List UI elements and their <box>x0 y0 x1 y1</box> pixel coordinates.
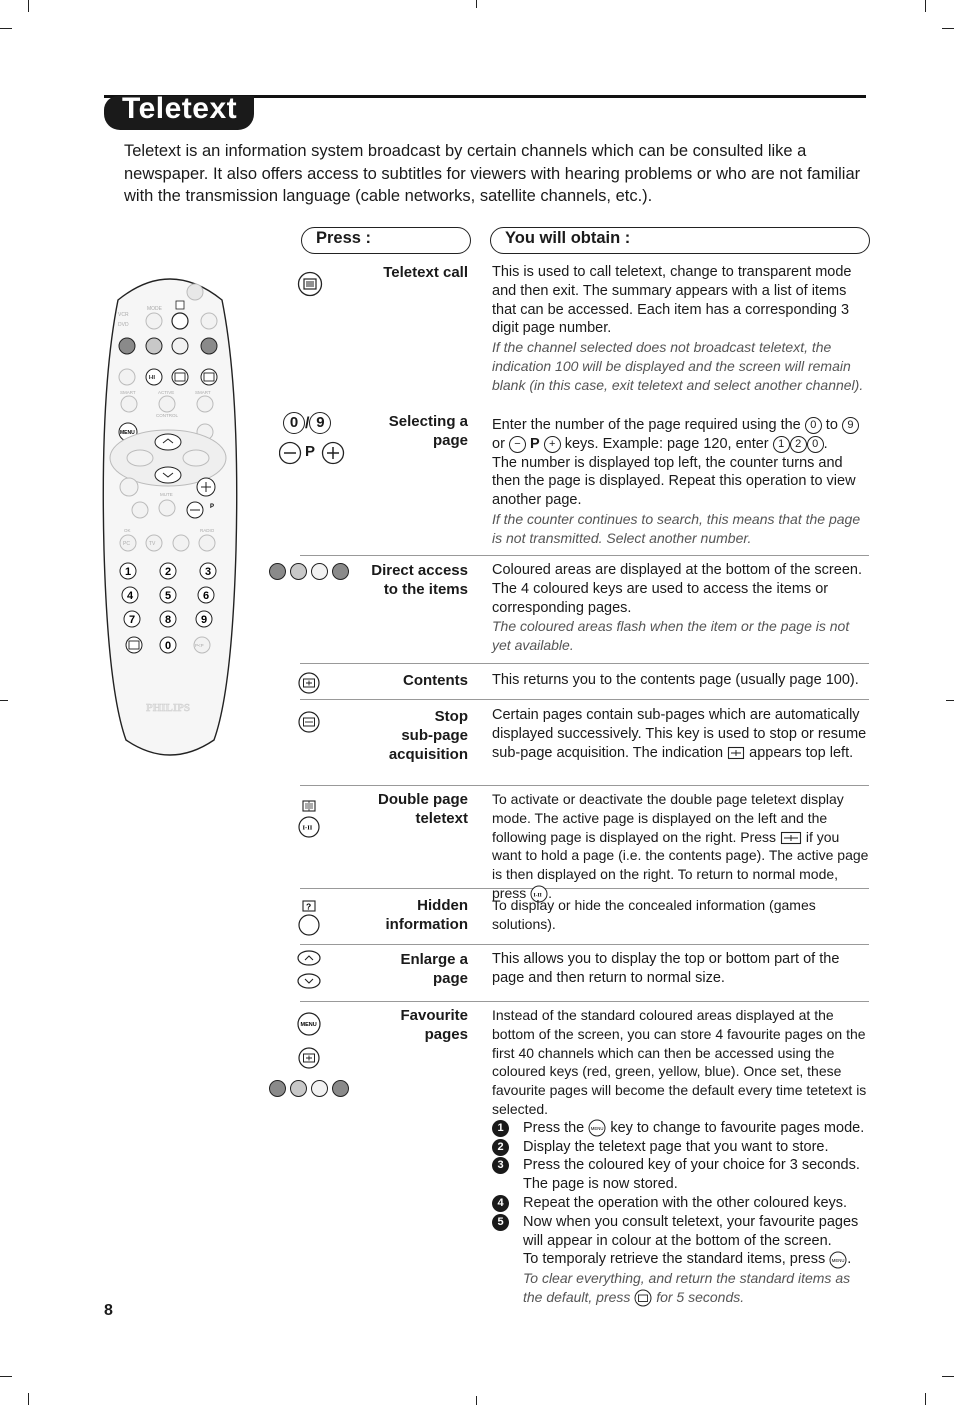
remote-digit-1: 1 <box>124 566 132 578</box>
remote-label-smart1: SMART <box>120 390 136 395</box>
crop-mark <box>0 28 12 29</box>
row-desc-hidden-info: To display or hide the concealed information (games solutions). <box>492 897 816 932</box>
step-1: 1 Press the MENU key to change to favourite pages mode. <box>492 1119 870 1138</box>
chevron-down-icon <box>297 973 321 989</box>
step-2: 2 Display the teletext page that you want to store. <box>492 1138 870 1157</box>
row-label-hidden-info: Hidden information <box>385 897 468 933</box>
remote-label-ttx: I-II <box>149 375 155 381</box>
contents-icon <box>298 672 320 694</box>
remote-digit-6: 6 <box>202 590 210 602</box>
remote-digit-9: 9 <box>200 614 208 626</box>
svg-text:MENU: MENU <box>300 1022 317 1028</box>
row-desc-double-page: To activate or deactivate the double page teletext display mode. The active page is displayed on the left and the following page is displayed on the right. Press if you want to hold a page (i.e. the contents page). The active page is then displayed on the right. To return to normal mode, press I-II . <box>492 790 870 903</box>
step-5: 5 Now when you consult teletext, your favourite pages will appear in colour at the bottom of the screen. To temporaly retrieve the standard items, press MENU . To clear everything, and return the standard items as the default, press for 5 seconds. <box>492 1213 870 1307</box>
intro-paragraph: Teletext is an information system broadcast by certain channels which can be consulted like a newspaper. It also offers access to subtitles for viewers with hearing problems or who are not familiar with the transmission language (cable networks, satellite channels, etc.). <box>124 142 861 205</box>
row-divider <box>300 944 869 945</box>
row-desc-direct-access: Coloured areas are displayed at the bottom of the screen. The 4 coloured keys are used to access the items or corresponding pages. The coloured areas flash when the item or the page is not yet available. <box>492 562 862 654</box>
row-desc-stop-subpage: Certain pages contain sub-pages which are automatically displayed successively. This key is used to stop or resume sub-page acquisition. The indication appears top left. <box>492 707 867 761</box>
remote-digit-7: 7 <box>128 614 136 626</box>
step-3: 3 Press the coloured key of your choice for 3 seconds. The page is now stored. <box>492 1156 870 1194</box>
stop-subpage-icon <box>298 711 320 733</box>
remote-label-dvd: DVD <box>118 322 129 328</box>
remote-brand: PHILIPS <box>146 702 191 714</box>
minus-key-icon: − <box>509 436 526 453</box>
remote-control-illustration <box>98 270 242 770</box>
row-divider <box>300 663 869 664</box>
row-desc-favourite: Instead of the standard coloured areas displayed at the bottom of the screen, you can store 4 favourite pages on the first 40 channels which can then be accessed using the coloured keys (red, green, yellow, blue). Once set, these favourite pages will become the default every time tetetext is selected. 1 Press the MENU key to change to favourite pages mode. 2 Display the teletext page that you want to store. 3 Press the coloured key of your choice for 3 seconds. The page is now stored. 4 Repeat the operation with the other coloured keys. 5 Now when you consult teletext, your favourite pages will appear in colour at the bottom of the screen. To temporaly retrieve the standard items, press MENU . To clear everything, and return the standard items as the default, press for 5 seconds. <box>492 1006 870 1307</box>
row-label-selecting-page: Selecting a page <box>388 413 468 449</box>
menu-key-icon <box>297 1012 321 1036</box>
remote-label-smart2: SMART <box>195 390 211 395</box>
crop-mark <box>0 700 8 701</box>
double-page-icon <box>302 800 316 812</box>
svg-text:MENU: MENU <box>591 1125 604 1131</box>
remote-label-mute: MUTE <box>160 492 173 497</box>
remote-label-vcr: VCR <box>118 312 129 318</box>
row-desc-enlarge: This allows you to display the top or bottom part of the page and then return to normal size. <box>492 951 840 986</box>
remote-label-mode: MODE <box>147 306 162 312</box>
menu-inline-icon <box>829 1251 847 1269</box>
crop-mark <box>28 1393 29 1405</box>
teletext-call-icon <box>297 271 323 297</box>
program-p-label: P <box>305 443 316 460</box>
page-title: Teletext <box>122 92 238 125</box>
step-4: 4 Repeat the operation with the other coloured keys. <box>492 1194 870 1213</box>
remote-label-radio: RADIO <box>200 528 215 533</box>
obtain-header: You will obtain : <box>490 227 870 254</box>
crop-mark <box>0 1376 12 1377</box>
row-divider <box>300 1001 869 1002</box>
crop-mark <box>925 1393 926 1405</box>
row-divider <box>300 555 869 556</box>
remote-digit-0: 0 <box>164 640 172 652</box>
remote-label-control: CONTROL <box>156 413 179 418</box>
contents-inline-icon <box>634 1289 652 1307</box>
crop-mark <box>476 0 477 8</box>
row-desc-contents: This returns you to the contents page (usually page 100). <box>492 672 859 688</box>
row-label-favourite: Favourite pages <box>400 1007 468 1043</box>
page-number: 8 <box>104 1302 113 1319</box>
hold-page-icon <box>780 831 802 845</box>
reveal-key-icon <box>298 914 320 936</box>
crop-mark <box>946 700 954 701</box>
hold-indicator-icon <box>727 746 745 760</box>
menu-inline-icon <box>588 1119 606 1137</box>
crop-mark <box>925 0 926 12</box>
svg-text:MENU: MENU <box>832 1257 845 1263</box>
svg-text:I-II: I-II <box>302 824 313 832</box>
remote-label-menu: MENU <box>120 430 135 436</box>
remote-digit-8: 8 <box>164 614 172 626</box>
crop-mark <box>476 1396 477 1405</box>
svg-text:?: ? <box>306 901 312 912</box>
row-label-contents: Contents <box>403 672 468 689</box>
remote-digit-5: 5 <box>164 590 172 602</box>
remote-label-tv: TV <box>149 541 156 547</box>
digit-keys-icon: 0 / 9 <box>283 412 331 434</box>
row-desc-teletext-call: This is used to call teletext, change to transparent mode and then exit. The summary appears with a list of items that can be accessed. Each item has a corresponding 3 digit page number. If the channel selected does not broadcast teletext, the indication 100 will be displayed and the screen will remain blank (in this case, exit teletext and select another channel). <box>492 264 864 393</box>
row-desc-selecting-page: Enter the number of the page required using the 0 to 9 or − P + keys. Example: page 120, enter 1 2 0 . The number is displayed top left, the counter turns and then the page is displayed. Repeat this operation to view another page. If the counter continues to search, this means that the page is not transmitted. Select another number. <box>492 417 861 546</box>
remote-label-pc: PC <box>123 541 130 547</box>
chevron-up-icon <box>297 950 321 966</box>
crop-mark <box>28 0 29 12</box>
row-label-direct-access: Direct access to the items <box>371 562 468 598</box>
plus-key-icon: + <box>544 436 561 453</box>
row-divider <box>300 785 869 786</box>
remote-label-p: P <box>210 504 215 510</box>
row-label-teletext-call: Teletext call <box>383 264 468 281</box>
svg-text:I-II: I-II <box>533 892 542 899</box>
title-badge <box>104 92 254 130</box>
remote-label-ok: OK <box>124 528 131 533</box>
remote-digit-4: 4 <box>126 590 134 602</box>
row-label-stop-subpage: Stop sub-page acquisition <box>388 708 468 763</box>
press-header: Press : <box>301 227 471 254</box>
remote-digit-3: 3 <box>204 566 212 578</box>
row-divider <box>300 699 869 700</box>
question-mark-icon <box>302 900 316 912</box>
row-label-enlarge: Enlarge a page <box>400 951 468 987</box>
row-label-double-page: Double page teletext <box>377 791 468 827</box>
remote-label-pp: P<P <box>195 643 204 648</box>
crop-mark <box>942 28 954 29</box>
contents-key-icon <box>298 1047 320 1069</box>
dual-i-ii-icon <box>298 816 320 838</box>
remote-label-active: ACTIVE <box>158 390 175 395</box>
remote-digit-2: 2 <box>164 566 172 578</box>
crop-mark <box>942 1376 954 1377</box>
